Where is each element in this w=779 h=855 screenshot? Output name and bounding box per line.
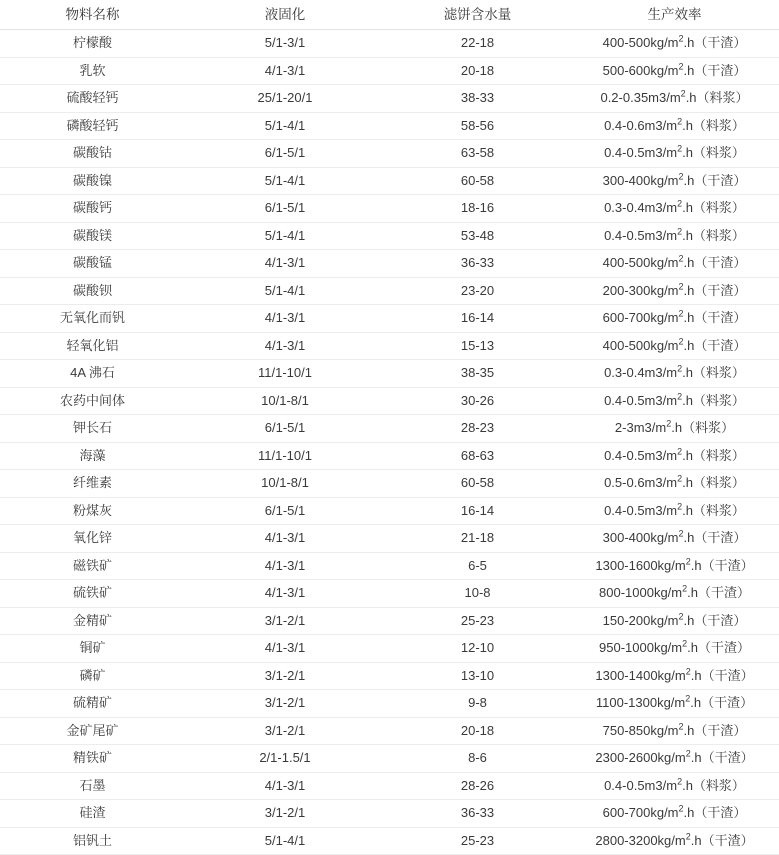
efficiency-value: 500-600kg/m [602,62,679,78]
cell-production-efficiency [570,607,779,635]
cell-production-efficiency [570,745,779,773]
efficiency-exponent: 2 [678,528,684,539]
table-row [0,772,779,800]
efficiency-exponent: 2 [682,638,688,649]
cell-cake-moisture: 53-48 [385,222,570,250]
efficiency-exponent: 2 [677,363,683,374]
column-header-liquid-solid-ratio: 液固化 [185,0,385,30]
cell-liquid-solid-ratio: 4/1-3/1 [185,57,385,85]
cell-production-efficiency [570,30,779,58]
cell-production-efficiency [570,332,779,360]
cell-material-name: 磷矿 [0,662,185,690]
table-row [0,415,779,443]
cell-liquid-solid-ratio: 3/1-2/1 [185,717,385,745]
cell-material-name: 柠檬酸 [0,30,185,58]
efficiency-unit-suffix: .h（料浆） [671,420,735,435]
cell-production-efficiency [570,277,779,305]
table-row [0,607,779,635]
cell-production-efficiency [570,57,779,85]
cell-cake-moisture: 20-18 [385,57,570,85]
efficiency-value: 400-500kg/m [602,35,679,50]
cell-production-efficiency [570,442,779,470]
efficiency-exponent: 2 [677,391,683,402]
cell-production-efficiency [570,387,779,415]
efficiency-value: 1300-1400kg/m [595,667,686,683]
efficiency-exponent: 2 [685,556,691,567]
efficiency-value: 0.4-0.5m3/m [604,447,678,463]
efficiency-value: 300-400kg/m [602,530,679,545]
efficiency-unit-suffix: .h（干渣） [690,667,754,683]
cell-cake-moisture: 16-14 [385,497,570,525]
efficiency-unit-suffix: .h（料浆） [682,502,745,518]
table-row [0,717,779,745]
efficiency-exponent: 2 [678,803,684,814]
efficiency-exponent: 2 [677,446,683,457]
table-row [0,635,779,663]
efficiency-exponent: 2 [680,88,686,99]
cell-production-efficiency [570,140,779,168]
cell-cake-moisture: 18-16 [385,195,570,223]
table-row [0,112,779,140]
cell-liquid-solid-ratio: 6/1-5/1 [185,497,385,525]
efficiency-exponent: 2 [677,776,683,787]
efficiency-exponent: 2 [677,226,683,237]
efficiency-value: 1100-1300kg/m [595,695,686,710]
table-row [0,497,779,525]
efficiency-unit-suffix: .h（干渣） [683,35,747,50]
table-row [0,580,779,608]
column-header-cake-moisture: 滤饼含水量 [385,0,570,30]
cell-material-name: 海藻 [0,442,185,470]
table-row [0,85,779,113]
cell-cake-moisture: 28-26 [385,772,570,800]
table-row [0,222,779,250]
cell-production-efficiency [570,525,779,553]
cell-material-name: 碳酸钴 [0,140,185,168]
cell-production-efficiency [570,552,779,580]
cell-material-name: 硫精矿 [0,690,185,718]
efficiency-unit-suffix: .h（干渣） [690,695,754,710]
cell-liquid-solid-ratio: 6/1-5/1 [185,140,385,168]
cell-liquid-solid-ratio: 3/1-2/1 [185,607,385,635]
cell-liquid-solid-ratio: 11/1-10/1 [185,442,385,470]
efficiency-unit-suffix: .h（干渣） [683,337,747,353]
efficiency-unit-suffix: .h（干渣） [687,585,750,600]
efficiency-exponent: 2 [685,748,691,759]
table-row [0,470,779,498]
efficiency-exponent: 2 [677,198,683,209]
cell-material-name: 无氧化而钒 [0,305,185,333]
efficiency-unit-suffix: .h（干渣） [690,750,754,765]
cell-material-name: 纤维素 [0,470,185,498]
efficiency-value: 400-500kg/m [602,337,679,353]
cell-material-name: 钾长石 [0,415,185,443]
cell-cake-moisture: 13-10 [385,662,570,690]
cell-material-name: 铝钒土 [0,827,185,855]
cell-cake-moisture: 30-26 [385,387,570,415]
efficiency-unit-suffix: .h（料浆） [682,392,745,408]
cell-production-efficiency [570,690,779,718]
cell-material-name: 精铁矿 [0,745,185,773]
cell-material-name: 乳软 [0,57,185,85]
efficiency-value: 0.5-0.6m3/m [604,475,678,490]
cell-production-efficiency [570,305,779,333]
cell-cake-moisture: 21-18 [385,525,570,553]
efficiency-unit-suffix: .h（干渣） [683,530,747,545]
cell-production-efficiency [570,222,779,250]
cell-production-efficiency [570,250,779,278]
table-row [0,360,779,388]
cell-cake-moisture: 23-20 [385,277,570,305]
cell-cake-moisture: 36-33 [385,800,570,828]
cell-cake-moisture: 6-5 [385,552,570,580]
efficiency-value: 0.4-0.6m3/m [604,117,678,133]
efficiency-exponent: 2 [678,336,684,347]
cell-cake-moisture: 38-35 [385,360,570,388]
efficiency-exponent: 2 [677,501,683,512]
cell-cake-moisture: 9-8 [385,690,570,718]
efficiency-exponent: 2 [678,281,684,292]
efficiency-exponent: 2 [678,33,684,44]
table-row [0,387,779,415]
cell-production-efficiency [570,470,779,498]
cell-production-efficiency [570,662,779,690]
cell-material-name: 轻氧化铝 [0,332,185,360]
cell-cake-moisture: 25-23 [385,827,570,855]
cell-production-efficiency [570,195,779,223]
cell-liquid-solid-ratio: 10/1-8/1 [185,470,385,498]
cell-material-name: 石墨 [0,772,185,800]
cell-production-efficiency [570,415,779,443]
table-row [0,305,779,333]
cell-material-name: 磷酸轻钙 [0,112,185,140]
cell-cake-moisture: 10-8 [385,580,570,608]
cell-liquid-solid-ratio: 4/1-3/1 [185,305,385,333]
efficiency-value: 0.3-0.4m3/m [604,365,678,380]
efficiency-value: 0.4-0.5m3/m [604,777,678,793]
cell-material-name: 4A 沸石 [0,360,185,388]
table-row [0,662,779,690]
efficiency-unit-suffix: .h（料浆） [682,475,745,490]
cell-cake-moisture: 15-13 [385,332,570,360]
efficiency-unit-suffix: .h（干渣） [687,640,750,655]
efficiency-exponent: 2 [685,666,691,677]
cell-liquid-solid-ratio: 5/1-3/1 [185,30,385,58]
table-row [0,745,779,773]
efficiency-exponent: 2 [677,473,683,484]
cell-material-name: 金精矿 [0,607,185,635]
cell-liquid-solid-ratio: 5/1-4/1 [185,167,385,195]
efficiency-unit-suffix: .h（料浆） [682,365,745,380]
efficiency-value: 600-700kg/m [602,310,679,325]
cell-liquid-solid-ratio: 25/1-20/1 [185,85,385,113]
efficiency-value: 0.4-0.5m3/m [604,502,678,518]
cell-production-efficiency [570,800,779,828]
cell-material-name: 铜矿 [0,635,185,663]
efficiency-value: 0.3-0.4m3/m [604,200,678,215]
efficiency-unit-suffix: .h（料浆） [682,447,745,463]
efficiency-unit-suffix: .h（干渣） [683,282,747,298]
cell-material-name: 碳酸镍 [0,167,185,195]
cell-liquid-solid-ratio: 4/1-3/1 [185,525,385,553]
efficiency-unit-suffix: .h（料浆） [682,200,745,215]
table-row [0,250,779,278]
cell-liquid-solid-ratio: 4/1-3/1 [185,772,385,800]
efficiency-value: 2-3m3/m [614,420,667,435]
cell-production-efficiency [570,772,779,800]
cell-cake-moisture: 20-18 [385,717,570,745]
cell-liquid-solid-ratio: 4/1-3/1 [185,635,385,663]
cell-cake-moisture: 36-33 [385,250,570,278]
cell-cake-moisture: 28-23 [385,415,570,443]
table-row [0,525,779,553]
table-row [0,827,779,855]
cell-cake-moisture: 16-14 [385,305,570,333]
efficiency-exponent: 2 [677,143,683,154]
cell-production-efficiency [570,497,779,525]
efficiency-value: 150-200kg/m [602,612,679,628]
efficiency-exponent: 2 [677,116,683,127]
cell-cake-moisture: 63-58 [385,140,570,168]
efficiency-value: 800-1000kg/m [599,585,683,600]
cell-liquid-solid-ratio: 6/1-5/1 [185,415,385,443]
efficiency-value: 300-400kg/m [602,172,679,188]
cell-production-efficiency [570,360,779,388]
table-row [0,30,779,58]
column-header-material-name: 物料名称 [0,0,185,30]
cell-production-efficiency [570,580,779,608]
efficiency-unit-suffix: .h（干渣） [683,805,747,820]
efficiency-value: 600-700kg/m [602,805,679,820]
cell-liquid-solid-ratio: 4/1-3/1 [185,250,385,278]
efficiency-exponent: 2 [666,418,672,429]
efficiency-value: 400-500kg/m [602,255,679,270]
efficiency-unit-suffix: .h（料浆） [682,117,745,133]
cell-liquid-solid-ratio: 6/1-5/1 [185,195,385,223]
table-row [0,140,779,168]
cell-cake-moisture: 8-6 [385,745,570,773]
cell-cake-moisture: 60-58 [385,167,570,195]
cell-liquid-solid-ratio: 4/1-3/1 [185,580,385,608]
cell-liquid-solid-ratio: 4/1-3/1 [185,332,385,360]
cell-production-efficiency [570,635,779,663]
table-row [0,442,779,470]
cell-material-name: 硫酸轻钙 [0,85,185,113]
efficiency-exponent: 2 [678,61,684,72]
efficiency-exponent: 2 [678,721,684,732]
efficiency-exponent: 2 [685,693,691,704]
cell-material-name: 粉煤灰 [0,497,185,525]
efficiency-unit-suffix: .h（料浆） [682,227,745,243]
cell-cake-moisture: 12-10 [385,635,570,663]
cell-liquid-solid-ratio: 2/1-1.5/1 [185,745,385,773]
cell-liquid-solid-ratio: 11/1-10/1 [185,360,385,388]
cell-liquid-solid-ratio: 5/1-4/1 [185,277,385,305]
cell-material-name: 磁铁矿 [0,552,185,580]
efficiency-unit-suffix: .h（干渣） [683,255,747,270]
efficiency-value: 2800-3200kg/m [595,832,686,848]
cell-liquid-solid-ratio: 10/1-8/1 [185,387,385,415]
efficiency-value: 1300-1600kg/m [595,557,686,573]
efficiency-value: 2300-2600kg/m [595,750,686,765]
table-row [0,195,779,223]
cell-material-name: 碳酸钡 [0,277,185,305]
cell-material-name: 硅渣 [0,800,185,828]
cell-liquid-solid-ratio: 5/1-4/1 [185,112,385,140]
cell-liquid-solid-ratio: 5/1-4/1 [185,222,385,250]
efficiency-unit-suffix: .h（干渣） [683,722,747,738]
efficiency-value: 750-850kg/m [602,722,679,738]
column-header-production-efficiency: 生产效率 [570,0,779,30]
cell-material-name: 碳酸镁 [0,222,185,250]
efficiency-value: 0.4-0.5m3/m [604,227,678,243]
table-row [0,57,779,85]
cell-material-name: 硫铁矿 [0,580,185,608]
efficiency-value: 200-300kg/m [602,282,679,298]
cell-material-name: 金矿尾矿 [0,717,185,745]
efficiency-exponent: 2 [678,171,684,182]
cell-cake-moisture: 38-33 [385,85,570,113]
efficiency-exponent: 2 [678,253,684,264]
efficiency-unit-suffix: .h（干渣） [683,62,747,78]
efficiency-unit-suffix: .h（干渣） [690,557,754,573]
efficiency-unit-suffix: .h（干渣） [690,832,754,848]
cell-production-efficiency [570,717,779,745]
efficiency-unit-suffix: .h（料浆） [682,777,745,793]
efficiency-value: 0.2-0.35m3/m [600,90,681,105]
table-row [0,167,779,195]
cell-material-name: 碳酸锰 [0,250,185,278]
cell-material-name: 农药中间体 [0,387,185,415]
table-row [0,552,779,580]
cell-production-efficiency [570,167,779,195]
efficiency-exponent: 2 [682,583,688,594]
cell-cake-moisture: 68-63 [385,442,570,470]
cell-cake-moisture: 60-58 [385,470,570,498]
cell-liquid-solid-ratio: 3/1-2/1 [185,690,385,718]
cell-material-name: 氧化锌 [0,525,185,553]
efficiency-value: 0.4-0.5m3/m [604,392,678,408]
efficiency-unit-suffix: .h（干渣） [683,310,747,325]
efficiency-value: 950-1000kg/m [599,640,683,655]
cell-cake-moisture: 58-56 [385,112,570,140]
table-row [0,332,779,360]
efficiency-unit-suffix: .h（料浆） [685,90,749,105]
cell-liquid-solid-ratio: 5/1-4/1 [185,827,385,855]
cell-liquid-solid-ratio: 3/1-2/1 [185,800,385,828]
table-row [0,277,779,305]
cell-material-name: 碳酸钙 [0,195,185,223]
cell-production-efficiency [570,112,779,140]
efficiency-unit-suffix: .h（干渣） [683,612,747,628]
table-header-row [0,0,779,30]
efficiency-exponent: 2 [678,611,684,622]
efficiency-unit-suffix: .h（干渣） [683,172,747,188]
table-header [0,0,779,30]
efficiency-exponent: 2 [685,831,691,842]
table-row [0,690,779,718]
efficiency-unit-suffix: .h（料浆） [682,145,745,160]
cell-cake-moisture: 25-23 [385,607,570,635]
cell-production-efficiency [570,827,779,855]
cell-liquid-solid-ratio: 3/1-2/1 [185,662,385,690]
cell-cake-moisture: 22-18 [385,30,570,58]
efficiency-exponent: 2 [678,308,684,319]
table-body [0,30,779,855]
cell-liquid-solid-ratio: 4/1-3/1 [185,552,385,580]
efficiency-value: 0.4-0.5m3/m [604,145,678,160]
cell-production-efficiency [570,85,779,113]
table-row [0,800,779,828]
